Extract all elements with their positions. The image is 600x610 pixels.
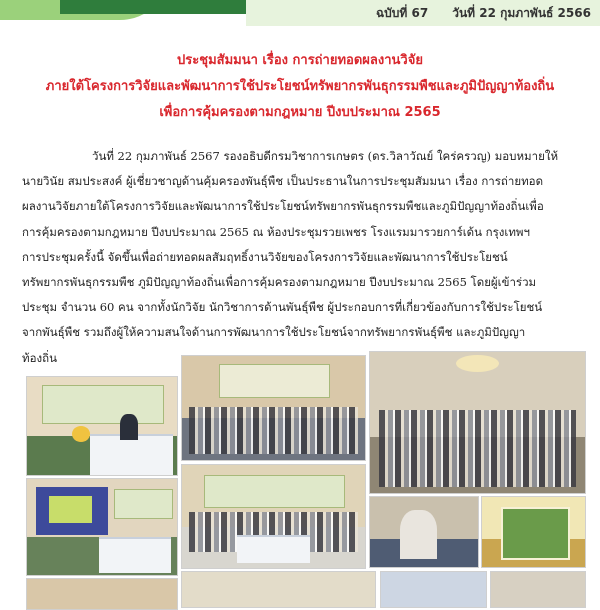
article-body bbox=[22, 144, 582, 371]
photo-bottom-4 bbox=[490, 571, 586, 608]
photo-participant bbox=[369, 496, 479, 568]
title-line-3: เพื่อการคุ้มครองตามกฎหมาย ปีงบประมาณ 2565 bbox=[159, 105, 441, 120]
body-line: จากพันธุ์พืช รวมถึงผู้ให้ความสนใจด้านการพัฒนาการใช้ประโยชน์จากทรัพยากรพันธุ์พืช และภูมิปัญญา bbox=[22, 325, 526, 340]
title-line-2: ภายใต้โครงการวิจัยและพัฒนาการใช้ประโยชน์ทรัพยากรพันธุกรรมพืชและภูมิปัญญาท้องถิ่น bbox=[45, 79, 555, 94]
article-title bbox=[10, 48, 590, 126]
photo-panel-seated bbox=[181, 464, 366, 569]
photo-bottom-1 bbox=[26, 578, 178, 610]
photo-large-group bbox=[369, 351, 586, 494]
title-line-1: ประชุมสัมมนา เรื่อง การถ่ายทอดผลงานวิจัย bbox=[177, 53, 423, 68]
photo-display-poster bbox=[481, 496, 586, 568]
body-line: ทรัพยากรพันธุกรรมพืช ภูมิปัญญาท้องถิ่นเพื่อการคุ้มครองตามกฎหมาย ปีงบประมาณ 2565 โดยผู้เข้าร่วม bbox=[22, 275, 537, 290]
issue-date: วันที่ 22 กุมภาพันธ์ 2566 bbox=[452, 5, 591, 20]
photo-presentation-screen bbox=[26, 478, 178, 576]
body-line: วันที่ 22 กุมภาพันธ์ 2567 รองอธิบดีกรมวิชาการเกษตร (ดร.วิลาวัณย์ ใคร่ครวญ) มอบหมายให้ bbox=[92, 149, 559, 163]
issue-number: ฉบับที่ 67 bbox=[376, 5, 429, 20]
issue-bar bbox=[246, 0, 600, 26]
photo-bottom-2 bbox=[181, 571, 376, 608]
body-line: ท้องถิ่น bbox=[22, 350, 57, 365]
photo-bottom-3 bbox=[380, 571, 487, 608]
photo-group-standing bbox=[181, 355, 366, 461]
body-line: ประชุม จำนวน 60 คน จากทั้งนักวิจัย นักวิชาการด้านพันธุ์พืช ผู้ประกอบการที่เกี่ยวข้องกับการใช้ประโยชน์ bbox=[22, 300, 543, 315]
photo-chairman-speaking bbox=[26, 376, 178, 476]
body-line: การคุ้มครองตามกฎหมาย ปีงบประมาณ 2565 ณ ห้องประชุมรวยเพชร โรงแรมมารวยการ์เด้น กรุงเทพฯ bbox=[22, 224, 530, 239]
body-line: การประชุมครั้งนี้ จัดขึ้นเพื่อถ่ายทอดผลสัมฤทธิ์งานวิจัยของโครงการวิจัยและพัฒนาการใช้ประโยชน์ bbox=[22, 249, 508, 264]
body-line: นายวินัย สมประสงค์ ผู้เชี่ยวชาญด้านคุ้มครองพันธุ์พืช เป็นประธานในการประชุมสัมมนา เรื่อง การถ่ายทอด bbox=[22, 174, 544, 189]
body-line: ผลงานวิจัยภายใต้โครงการวิจัยและพัฒนาการใช้ประโยชน์ทรัพยากรพันธุกรรมพืชและภูมิปัญญาท้องถิ่นเพื่อ bbox=[22, 199, 544, 214]
